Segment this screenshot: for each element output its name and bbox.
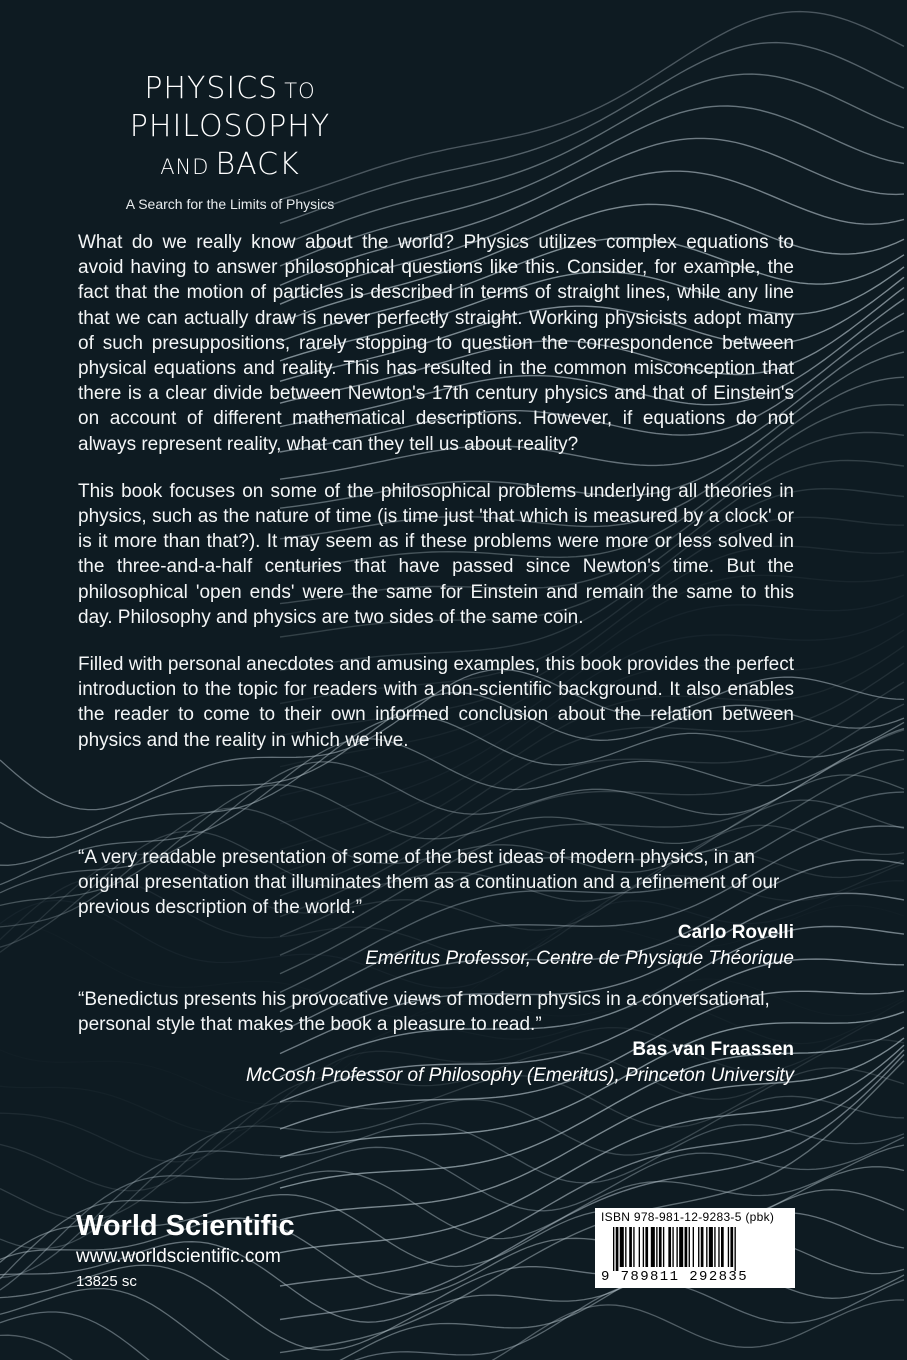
book-subtitle: A Search for the Limits of Physics (125, 196, 335, 212)
barcode-bar (645, 1227, 648, 1267)
barcode-bar (668, 1227, 671, 1267)
review-author: Bas van Fraassen (632, 1039, 794, 1060)
title-line-2 (80, 110, 380, 148)
barcode-bar (709, 1227, 713, 1267)
publisher-url: www.worldscientific.com (76, 1246, 281, 1267)
barcode-bar (689, 1227, 690, 1267)
title-word-back: BACK (215, 147, 300, 182)
review-affiliation: Emeritus Professor, Centre de Physique Théorique (365, 948, 794, 969)
catalog-code: 13825 sc (76, 1273, 137, 1290)
publisher-block (76, 1208, 295, 1294)
review-2 (78, 987, 794, 1089)
barcode-bar (651, 1227, 655, 1267)
title-word-and: AND (160, 155, 210, 179)
title-line-3 (80, 148, 380, 186)
title-block (80, 72, 380, 212)
isbn-label: ISBN 978-981-12-9283-5 (pbk) (601, 1210, 775, 1224)
review-quote: “Benedictus presents his provocative views of modern physics in a conversational, personal style that makes the book a pleasure to read.” (78, 989, 770, 1035)
title-word-to: TO (284, 79, 316, 103)
barcode-bar (643, 1227, 644, 1267)
barcode-bar (714, 1227, 715, 1267)
barcode-bar (633, 1227, 634, 1267)
blurb-paragraph-1: What do we really know about the world? Physics utilizes complex equations to avoid having to answer philosophical questions like this. Consider, for example, the fact that the motion of particles is described in terms of straight lines, while any line that we can actually draw is never perfectly straight. Working physicists adopt many of such presuppositions, rarely stopping to question the correspondence between physical equations and reality. This has resulted in the common misconception that there is a clear divide between Newton's 17th century physics and that of Einstein's on account of different mathematical descriptions. However, if equations do not always represent reality, what can they tell us about reality? (78, 232, 794, 455)
barcode-bar (663, 1227, 664, 1267)
review-author: Carlo Rovelli (677, 922, 794, 943)
wave-line (0, 1068, 904, 1220)
barcode-bar (685, 1227, 688, 1267)
isbn-digits: 9 789811 292835 (601, 1269, 749, 1285)
barcode-bar (672, 1227, 673, 1267)
review-1 (78, 845, 794, 972)
publisher-name: World Scientific (76, 1210, 295, 1242)
blurb-paragraph-3: Filled with personal anecdotes and amusing examples, this book provides the perfect introduction to the topic for readers with a non-scientific background. It also enables the reader to come to their own informed conclusion about the relation between physics and the reality in which we live. (78, 654, 794, 751)
review-quote: “A very readable presentation of some of the best ideas of modern physics, in an original presentation that illuminates them as a continuation and a refinement of our previous description of the world.” (78, 847, 780, 918)
barcode-bar (613, 1227, 614, 1271)
barcode-bar (721, 1227, 724, 1267)
review-affiliation: McCosh Professor of Philosophy (Emeritus), Princeton University (245, 1065, 794, 1086)
barcode-bar (676, 1227, 677, 1267)
title-word-philosophy: PHILOSOPHY (129, 109, 331, 144)
blurb (78, 230, 794, 775)
barcode-bar (706, 1227, 707, 1267)
blurb-paragraph-2: This book focuses on some of the philosophical problems underlying all theories in physics, such as the nature of time (is time just 'that which is measured by a clock' or is it more than that?). It may seem as if these problems were more or less solved in the three-and-a-half centuries that have passed since Newton's time. But the philosophical 'open ends' were the same for Einstein and remain the same to this day. Philosophy and physics are two sides of the same coin. (78, 480, 794, 628)
isbn-barcode-box (595, 1208, 795, 1288)
title-line-1 (80, 72, 380, 110)
barcode-bar (629, 1227, 632, 1267)
barcode-bar (679, 1227, 683, 1267)
barcode-bar (728, 1227, 729, 1267)
barcode-graphic (613, 1227, 785, 1271)
barcode-bar (718, 1227, 719, 1267)
wave-line (0, 1300, 904, 1360)
barcode-bar (620, 1227, 624, 1267)
barcode-bar (616, 1227, 619, 1271)
title-word-physics: PHYSICS (144, 71, 279, 106)
barcode-bar (701, 1227, 704, 1267)
barcode-bar (698, 1227, 699, 1267)
barcode-bar (730, 1227, 733, 1267)
barcode-bar (639, 1227, 640, 1267)
barcode-bar (625, 1227, 626, 1267)
barcode-bar (656, 1227, 657, 1267)
barcode-bar (693, 1227, 694, 1267)
barcode-bar (659, 1227, 662, 1267)
barcode-bar (735, 1227, 736, 1271)
